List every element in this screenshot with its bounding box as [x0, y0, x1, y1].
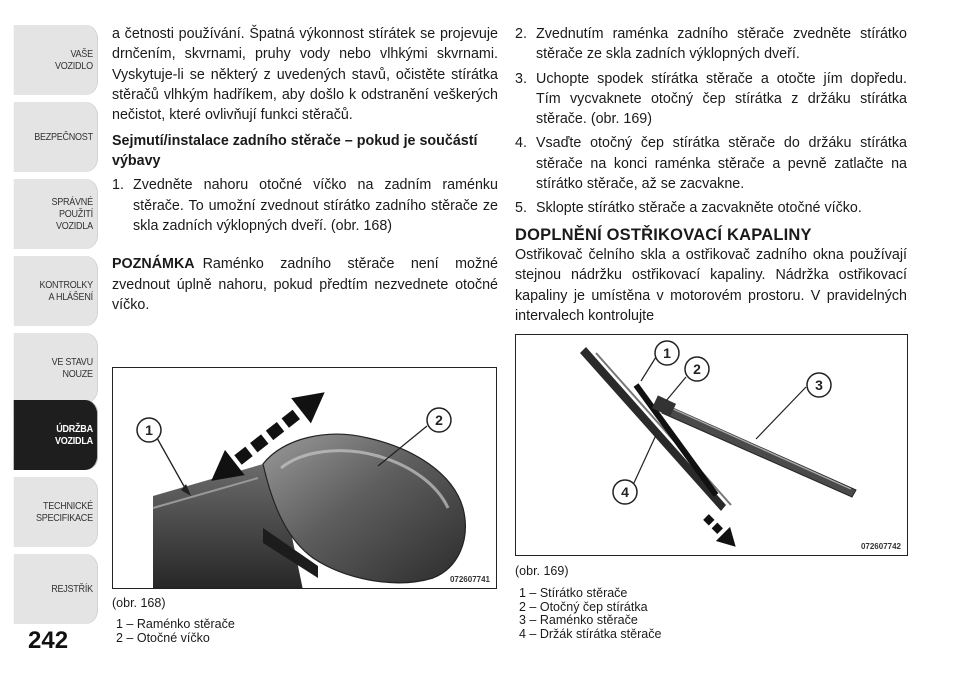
wiper-blade-illustration [516, 335, 908, 556]
step-1 [112, 175, 498, 236]
callout-1 [655, 341, 679, 365]
tab-rejstrik[interactable]: REJSTŘÍK [14, 554, 98, 624]
rear-wiper-subheading: Sejmutí/instalace zadního stěrače – pokud je součástí výbavy [112, 133, 478, 170]
step-number: 5. [515, 200, 527, 217]
legend-item: 2 – Otočné víčko [116, 630, 210, 645]
svg-text:1: 1 [663, 345, 671, 361]
callout-4 [613, 480, 637, 504]
right-column [515, 24, 907, 326]
svg-text:1: 1 [145, 422, 153, 438]
rear-wiper-cap-illustration [113, 368, 497, 589]
tab-vase-vozidlo[interactable]: VAŠE VOZIDLO [14, 25, 98, 95]
step-text: Zvednutím raménka zadního stěrače zvedněte stírátko stěrače ze skla zadních výklopných dveří. [536, 26, 907, 63]
figure-168-legend [116, 618, 235, 645]
tab-udrzba-vozidla[interactable]: ÚDRŽBA VOZIDLA [14, 400, 98, 470]
step-text: Vsaďte otočný čep stírátka stěrače do držáku stírátka stěrače na konci raménka stěrače a pevně zatlačte na stírátko stěrače, až se zacvakne. [536, 135, 907, 193]
figure-168 [112, 367, 497, 589]
left-column [112, 24, 498, 315]
tab-kontrolky[interactable]: KONTROLKY A HLÁŠENÍ [14, 256, 98, 326]
note-paragraph [112, 254, 498, 315]
tab-technicke-specifikace[interactable]: TECHNICKÉ SPECIFIKACE [14, 477, 98, 547]
tab-spravne-pouziti[interactable]: SPRÁVNÉ POUŽITÍ VOZIDLA [14, 179, 98, 249]
legend-item: 4 – Držák stírátka stěrače [519, 626, 662, 641]
step-4 [515, 133, 907, 194]
rotate-arrow [699, 510, 743, 554]
section-title: DOPLNĚNÍ OSTŘIKOVACÍ KAPALINY [515, 225, 812, 244]
figure-code: 072607741 [449, 575, 490, 584]
callout-2 [427, 408, 451, 432]
callout-1 [137, 418, 161, 442]
legend-item: 1 – Stírátko stěrače [519, 586, 628, 600]
legend-item: 2 – Otočný čep stírátka [519, 599, 648, 614]
wiper-arm-shape [662, 405, 856, 497]
svg-text:2: 2 [435, 412, 443, 428]
callout-2 [685, 357, 709, 381]
intro-paragraph: a četnosti používání. Špatná výkonnost stírátek se projevuje drnčením, skvrnami, pruhy vody nebo vlhkými skvrnami. Vyskytuje-li se některý z uvedených stavů, očistěte stírátka stěračů vlhkým hadříkem, aby došlo k odstranění veškerých nečistot, které ovlivňují funkci stěračů. [112, 26, 498, 124]
step-text: Uchopte spodek stírátka stěrače a otočte jím dopředu. Tím vycvaknete otočný čep stírátka z držáku stírátka stěrače. (obr. 169) [536, 70, 907, 128]
washer-paragraph: Ostřikovač čelního skla a ostřikovač zadního okna používají stejnou nádržku ostřikovací kapaliny. Nádržka ostřikovací kapaliny je umístěna v motorovém prostoru. V pravidelných intervalech kontrolujte [515, 246, 907, 324]
page-number: 242 [28, 627, 69, 654]
figure-169 [515, 334, 908, 556]
step-text: Zvedněte nahoru otočné víčko na zadním raménku stěrače. To umožní zvednout stírátko zadního stěrače ze skla zadních výklopných dveří. (obr. 168) [133, 177, 498, 235]
step-number: 3. [515, 70, 527, 87]
tab-ve-stavu-nouze[interactable]: VE STAVU NOUZE [14, 333, 98, 403]
tab-bezpecnost[interactable]: BEZPEČNOST [14, 102, 98, 172]
note-keyword: POZNÁMKA [112, 256, 195, 273]
svg-text:2: 2 [693, 361, 701, 377]
step-number: 2. [515, 26, 527, 42]
svg-text:3: 3 [815, 377, 823, 393]
step-5 [515, 198, 907, 218]
legend-item: 1 – Raménko stěrače [116, 617, 235, 631]
step-2 [515, 24, 907, 65]
svg-text:4: 4 [621, 484, 629, 500]
legend-item: 3 – Raménko stěrače [519, 613, 638, 628]
figure-169-legend [519, 587, 661, 641]
figure-168-caption: (obr. 168) [112, 596, 166, 610]
step-number: 1. [112, 177, 124, 194]
callout-3 [807, 373, 831, 397]
figure-code: 072607742 [860, 542, 901, 551]
figure-169-caption: (obr. 169) [515, 564, 569, 578]
step-text: Sklopte stírátko stěrače a zacvakněte otočné víčko. [536, 200, 862, 217]
note-text: Raménko zadního stěrače není možné zvednout úplně nahoru, pokud předtím nezvednete otočné víčko. [112, 256, 498, 313]
step-number: 4. [515, 135, 527, 152]
step-3 [515, 69, 907, 130]
